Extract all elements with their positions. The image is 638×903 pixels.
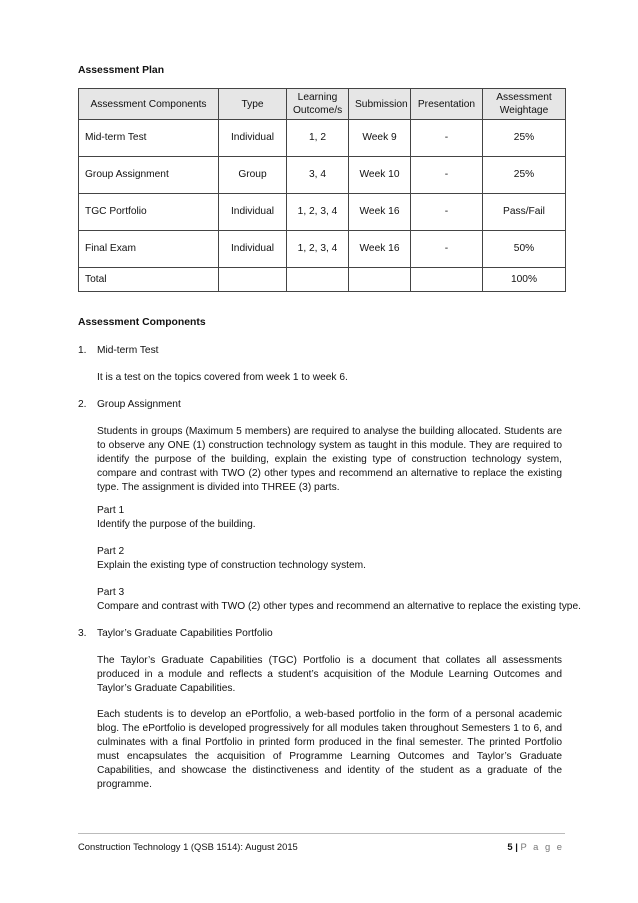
- cell-type: Individual: [219, 194, 287, 231]
- cell-component: Mid-term Test: [79, 120, 219, 157]
- cell-empty: [411, 268, 483, 292]
- page-number: 5 |: [507, 841, 518, 852]
- cell-presentation: -: [411, 231, 483, 268]
- cell-presentation: -: [411, 157, 483, 194]
- table-total-row: [79, 268, 566, 292]
- cell-presentation: -: [411, 120, 483, 157]
- cell-component: Group Assignment: [79, 157, 219, 194]
- eportfolio-description: Each students is to develop an ePortfolio, a web-based portfolio in the form of a personal academic blog. The ePortfolio is developed progressively for all modules taken throughout Semesters 1 to 6, and culminates with a final Portfolio in printed form produced in the final semester. The printed Portfolio must encapsulates the acquisition of Programme Learning Outcomes and Taylor’s Graduate Capabilities, and showcase the distinctiveness and identity of the student as a graduate of the programme.: [97, 709, 562, 790]
- assessment-plan-table: [78, 88, 566, 292]
- part2-text: Explain the existing type of construction technology system.: [97, 560, 366, 571]
- header-submission: Submission: [349, 89, 411, 120]
- cell-total-label: Total: [79, 268, 219, 292]
- list-number: 2.: [78, 399, 87, 410]
- list-number: 3.: [78, 628, 87, 639]
- cell-weightage: 25%: [483, 120, 566, 157]
- part1-title: Part 1: [97, 505, 125, 516]
- cell-submission: Week 10: [349, 157, 411, 194]
- list-label: Group Assignment: [97, 399, 181, 410]
- cell-weightage: 25%: [483, 157, 566, 194]
- footer-divider: [78, 833, 565, 834]
- list-number: 1.: [78, 345, 87, 356]
- cell-outcomes: 1, 2, 3, 4: [287, 231, 349, 268]
- header-weightage: Assessment Weightage: [483, 89, 566, 120]
- cell-weightage: 50%: [483, 231, 566, 268]
- table-row: [79, 194, 566, 231]
- part3-text: Compare and contrast with TWO (2) other types and recommend an alternative to replace the existing type.: [97, 601, 581, 612]
- part2-title: Part 2: [97, 546, 125, 557]
- header-components: Assessment Components: [79, 89, 219, 120]
- header-presentation: Presentation: [411, 89, 483, 120]
- cell-component: TGC Portfolio: [79, 194, 219, 231]
- cell-submission: Week 16: [349, 231, 411, 268]
- part1-text: Identify the purpose of the building.: [97, 519, 256, 530]
- part3-title: Part 3: [97, 587, 125, 598]
- cell-type: Group: [219, 157, 287, 194]
- page-word: P a g e: [520, 841, 564, 852]
- cell-empty: [287, 268, 349, 292]
- table-row: [79, 120, 566, 157]
- cell-type: Individual: [219, 231, 287, 268]
- midterm-description: It is a test on the topics covered from week 1 to week 6.: [97, 372, 348, 383]
- cell-type: Individual: [219, 120, 287, 157]
- cell-submission: Week 9: [349, 120, 411, 157]
- table-header-row: [79, 89, 566, 120]
- tgc-description: The Taylor’s Graduate Capabilities (TGC) Portfolio is a document that collates all assessments produced in a module and reflects a student’s acquisition of the Module Learning Outcomes and Taylor’s Graduate Capabilities.: [97, 655, 562, 694]
- table-row: [79, 231, 566, 268]
- cell-outcomes: 1, 2: [287, 120, 349, 157]
- cell-empty: [349, 268, 411, 292]
- cell-submission: Week 16: [349, 194, 411, 231]
- cell-weightage: Pass/Fail: [483, 194, 566, 231]
- header-type: Type: [219, 89, 287, 120]
- cell-component: Final Exam: [79, 231, 219, 268]
- header-learning-outcomes: Learning Outcome/s: [287, 89, 349, 120]
- assessment-components-title: Assessment Components: [78, 317, 206, 328]
- assessment-plan-title: Assessment Plan: [78, 65, 165, 76]
- group-assignment-description: Students in groups (Maximum 5 members) are required to analyse the building allocated. Students are to observe any ONE (1) construction technology system as taught in this module. They are required to identify the purpose of the building, explain the existing type of construction technology system, compare and contrast with TWO (2) other types and recommend an alternative to replace the existing type. The assignment is divided into THREE (3) parts.: [97, 426, 562, 493]
- list-label: Mid-term Test: [97, 345, 159, 356]
- cell-outcomes: 3, 4: [287, 157, 349, 194]
- footer-course-info: Construction Technology 1 (QSB 1514): August 2015: [78, 841, 298, 852]
- footer-page: [507, 840, 564, 854]
- cell-presentation: -: [411, 194, 483, 231]
- cell-empty: [219, 268, 287, 292]
- list-label: Taylor’s Graduate Capabilities Portfolio: [97, 628, 273, 639]
- cell-total-value: 100%: [483, 268, 566, 292]
- table-row: [79, 157, 566, 194]
- cell-outcomes: 1, 2, 3, 4: [287, 194, 349, 231]
